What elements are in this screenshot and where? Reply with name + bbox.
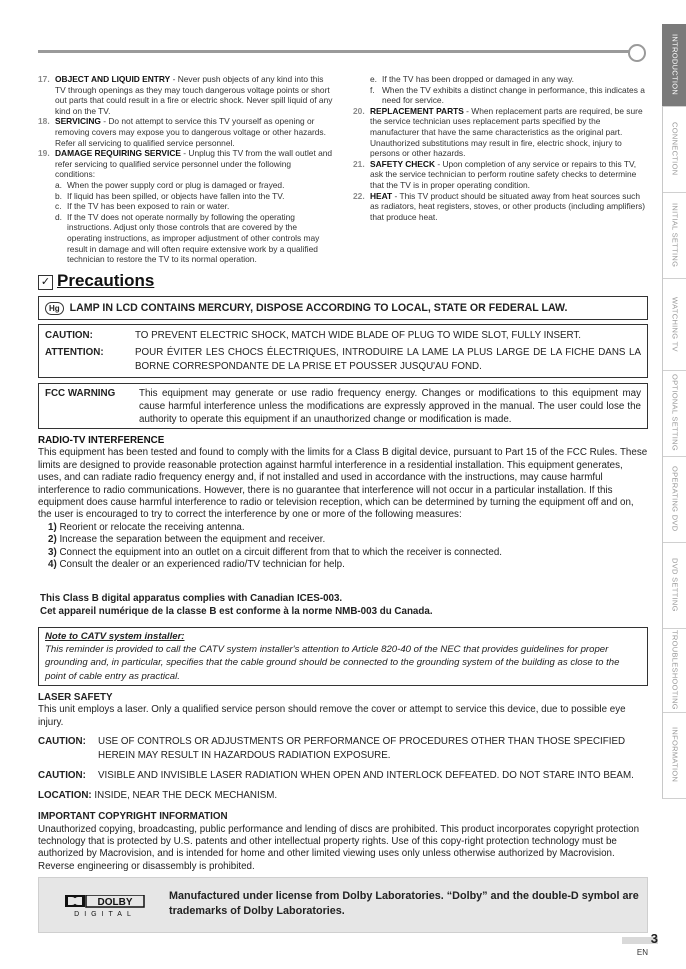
side-tab-label: TROUBLESHOOTING bbox=[670, 630, 680, 710]
measure-item bbox=[48, 522, 648, 534]
lamp-warning-box bbox=[38, 296, 648, 320]
side-tab-connection[interactable] bbox=[662, 106, 686, 193]
language-label: EN bbox=[636, 948, 648, 957]
precautions-heading: ✓ Precautions bbox=[38, 271, 154, 291]
measure-item bbox=[48, 559, 648, 571]
side-tab-information[interactable] bbox=[662, 712, 686, 799]
condition-text: If the TV has been dropped or damaged in any way. bbox=[382, 74, 574, 84]
side-tab-label: CONNECTION bbox=[670, 122, 680, 176]
class-b-fr: Cet appareil numérique de la classe B est conforme à la norme NMB-003 du Canada. bbox=[40, 606, 433, 617]
page-number: 3 bbox=[650, 931, 658, 946]
attention-text: POUR ÉVITER LES CHOCS ÉLECTRIQUES, INTRODUIRE LA LAME LA PLUS LARGE DE LA FICHE DANS LA BORNE CORRESPONDANTE DE LA PRISE ET POUSSER JUSQU'AU FOND. bbox=[135, 347, 641, 372]
item-text: - When replacement parts are required, be sure the service technician uses replacement parts specified by the manufacturer that have the same characteristics as the original part. Unauthorized substitutions may result in fire, electric shock, injury to persons or other hazards. bbox=[370, 105, 643, 159]
measure-number: 3) bbox=[48, 546, 57, 558]
condition-letter: a. bbox=[55, 179, 62, 190]
laser-caution-2: VISIBLE AND INVISIBLE LASER RADIATION WHEN OPEN AND INTERLOCK DEFEATED. DO NOT STARE INTO BEAM. bbox=[98, 770, 634, 782]
safety-item bbox=[38, 148, 333, 180]
item-title: REPLACEMENT PARTS bbox=[370, 105, 464, 116]
svg-text:DOLBY: DOLBY bbox=[97, 897, 133, 908]
condition-text: When the power supply cord or plug is damaged or frayed. bbox=[67, 179, 285, 190]
condition-letter: d. bbox=[55, 211, 62, 222]
measure-number: 4) bbox=[48, 559, 57, 571]
condition-text: If the TV does not operate normally by following the operating instructions. Adjust only those controls that are covered by the operating instructions, as improper adjustment of other controls may result in damage and will often require extensive work by a qualified technician to restore the TV to its normal operation. bbox=[67, 211, 320, 265]
laser-title: LASER SAFETY bbox=[38, 692, 113, 703]
item-title: SAFETY CHECK bbox=[370, 158, 435, 169]
side-tab-optional-setting[interactable] bbox=[662, 370, 686, 457]
item-number: 22. bbox=[353, 190, 365, 201]
copyright-title: IMPORTANT COPYRIGHT INFORMATION bbox=[38, 811, 228, 823]
dolby-text: Manufactured under license from Dolby Laboratories. “Dolby” and the double-D symbol are trademarks of Dolby Laboratories. bbox=[169, 890, 639, 917]
side-tab-label: OPTIONAL SETTING bbox=[670, 374, 680, 452]
item-title: HEAT bbox=[370, 190, 393, 201]
condition-letter: f. bbox=[370, 84, 375, 95]
condition-letter: c. bbox=[55, 201, 62, 212]
item-number: 20. bbox=[353, 105, 365, 116]
condition-letter: b. bbox=[55, 190, 62, 201]
catv-note-box bbox=[38, 627, 648, 686]
item-text: - Do not attempt to service this TV yourself as opening or removing covers may expose you to dangerous voltage or other hazards. Refer all servicing to qualified service personnel. bbox=[55, 116, 326, 148]
checkbox-icon: ✓ bbox=[38, 275, 53, 290]
condition-letter: e. bbox=[370, 74, 377, 84]
item-text: - This TV product should be situated away from heat sources such as radiators, heat registers, stoves, or other products (including amplifiers) that produce heat. bbox=[370, 190, 646, 222]
laser-caution-label-1: CAUTION: bbox=[38, 736, 86, 748]
lamp-warning-text: LAMP IN LCD CONTAINS MERCURY, DISPOSE ACCORDING TO LOCAL, STATE OR FEDERAL LAW. bbox=[69, 302, 568, 314]
condition-item bbox=[353, 85, 649, 106]
dolby-box bbox=[38, 877, 648, 933]
measure-number: 1) bbox=[48, 521, 57, 533]
measure-item bbox=[48, 534, 648, 546]
side-tab-label: WATCHING TV bbox=[670, 296, 680, 352]
side-tab-label: OPERATING DVD bbox=[670, 466, 680, 532]
side-tab-introduction[interactable] bbox=[662, 24, 686, 107]
condition-text: If the TV has been exposed to rain or water. bbox=[67, 201, 230, 212]
side-tab-label: INTRODUCTION bbox=[670, 34, 680, 96]
side-tab-initial-setting[interactable] bbox=[662, 192, 686, 279]
header-circle bbox=[628, 44, 646, 62]
item-text: - Unplug this TV from the wall outlet and refer servicing to qualified service personnel under the following conditions: bbox=[55, 148, 333, 180]
measure-item bbox=[48, 547, 648, 559]
condition-item bbox=[38, 201, 333, 212]
item-text: - Upon completion of any service or repairs to this TV, ask the service technician to perform routine safety checks to determine that the TV is in proper operating condition. bbox=[370, 158, 637, 190]
location-label: LOCATION: bbox=[38, 790, 92, 802]
side-tab-troubleshooting[interactable] bbox=[662, 628, 686, 713]
measure-text: Consult the dealer or an experienced radio/TV technician for help. bbox=[56, 559, 345, 571]
left-column bbox=[38, 74, 333, 265]
condition-item bbox=[38, 180, 333, 191]
class-b-statement bbox=[40, 592, 640, 618]
side-tab-label: INITIAL SETTING bbox=[670, 202, 680, 268]
svg-text:DIGITAL: DIGITAL bbox=[74, 911, 136, 917]
side-tab-operating-dvd[interactable] bbox=[662, 456, 686, 543]
item-title: OBJECT AND LIQUID ENTRY bbox=[55, 74, 171, 84]
item-number: 21. bbox=[353, 158, 365, 169]
radio-tv-title: RADIO-TV INTERFERENCE bbox=[38, 435, 165, 446]
side-tab-label: INFORMATION bbox=[670, 727, 680, 783]
dolby-logo bbox=[65, 895, 151, 917]
header-rule bbox=[38, 50, 634, 53]
side-tab-dvd-setting[interactable] bbox=[662, 542, 686, 629]
condition-item bbox=[38, 212, 333, 265]
condition-item bbox=[38, 191, 333, 202]
safety-item bbox=[353, 106, 649, 159]
laser-text: This unit employs a laser. Only a qualified service person should remove the cover or attempt to service this device, due to possible eye injury. bbox=[38, 704, 626, 728]
mercury-icon: Hg bbox=[45, 302, 64, 315]
item-number: 18. bbox=[38, 116, 50, 127]
attention-label: ATTENTION: bbox=[45, 347, 104, 358]
right-column bbox=[353, 74, 649, 222]
condition-item bbox=[353, 74, 649, 85]
side-tab-label: DVD SETTING bbox=[670, 558, 680, 612]
item-number: 17. bbox=[38, 74, 50, 84]
laser-caution-label-2: CAUTION: bbox=[38, 770, 86, 782]
condition-text: If liquid has been spilled, or objects have fallen into the TV. bbox=[67, 190, 285, 201]
item-title: SERVICING bbox=[55, 116, 101, 127]
radio-tv-section bbox=[38, 435, 648, 571]
safety-item bbox=[353, 159, 649, 191]
item-number: 19. bbox=[38, 148, 50, 159]
laser-section bbox=[38, 692, 648, 873]
item-text: - Never push objects of any kind into this TV through openings as they may touch dangerous voltage points or short out parts that could result in a fire or electric shock. Never spill liquid of any kind on the TV. bbox=[55, 74, 333, 116]
location-text: INSIDE, NEAR THE DECK MECHANISM. bbox=[91, 790, 278, 802]
class-b-en: This Class B digital apparatus complies with Canadian ICES-003. bbox=[40, 593, 343, 604]
safety-item bbox=[38, 74, 333, 116]
copyright-text: Unauthorized copying, broadcasting, public performance and lending of discs are prohibited. This product incorporates copyright protection technology that is protected by U.S. patents and other intellectual property rights. Use of this copy-right protection technology must be authorized by Macrovision, and is intended for home and other limited viewing uses only unless otherwise authorized by Macrovision. Reverse engineering or disassembly is prohibited. bbox=[38, 823, 640, 872]
fcc-label: FCC WARNING bbox=[45, 388, 116, 399]
fcc-text: This equipment may generate or use radio frequency energy. Changes or modifications to this equipment may cause harmful interference unless the modifications are expressly approved in the manual. The user could lose the authority to operate this equipment if an unauthorized change or modification is made. bbox=[139, 388, 641, 425]
measure-number: 2) bbox=[48, 534, 57, 546]
fcc-warning-box bbox=[38, 383, 648, 429]
measure-text: Reorient or relocate the receiving antenna. bbox=[56, 521, 245, 533]
measure-text: Connect the equipment into an outlet on a circuit different from that to which the receiver is connected. bbox=[56, 546, 503, 558]
caution-text: TO PREVENT ELECTRIC SHOCK, MATCH WIDE BLADE OF PLUG TO WIDE SLOT, FULLY INSERT. bbox=[135, 330, 582, 341]
safety-item bbox=[38, 116, 333, 148]
caution-box bbox=[38, 324, 648, 378]
laser-caution-1: USE OF CONTROLS OR ADJUSTMENTS OR PERFORMANCE OF PROCEDURES OTHER THAN THOSE SPECIFIED HEREIN MAY RESULT IN HAZARDOUS RADIATION EXPOSURE. bbox=[98, 736, 626, 762]
caution-label: CAUTION: bbox=[45, 330, 93, 341]
catv-text: This reminder is provided to call the CATV system installer's attention to Article 820-40 of the NEC that provides guidelines for proper grounding and, in particular, specifies that the cable ground should be connected to the grounding system of the building as close to the point of cable entry as practical. bbox=[45, 644, 620, 682]
condition-text: When the TV exhibits a distinct change in performance, this indicates a need for service. bbox=[382, 84, 645, 106]
measure-text: Increase the separation between the equipment and receiver. bbox=[56, 534, 326, 546]
catv-title: Note to CATV system installer: bbox=[45, 631, 185, 642]
safety-item bbox=[353, 191, 649, 223]
item-title: DAMAGE REQUIRING SERVICE bbox=[55, 148, 181, 159]
side-tab-watching-tv[interactable] bbox=[662, 278, 686, 371]
double-d-icon bbox=[65, 895, 151, 917]
radio-tv-text: This equipment has been tested and found to comply with the limits for a Class B digital device, pursuant to Part 15 of the FCC Rules. These limits are designed to provide reasonable protection against harmful interference in a residential installation. This equipment generates, uses, and can radiate radio frequency energy and, if not installed and used in accordance with the instructions, may cause harmful interference to radio communications. However, there is no guarantee that interference will not occur in a particular installation. If this equipment does cause harmful interference to radio or television reception, which can be determined by turning the equipment off and on, the user is encouraged to try to correct the interference by one or more of the following measures: bbox=[38, 447, 648, 521]
